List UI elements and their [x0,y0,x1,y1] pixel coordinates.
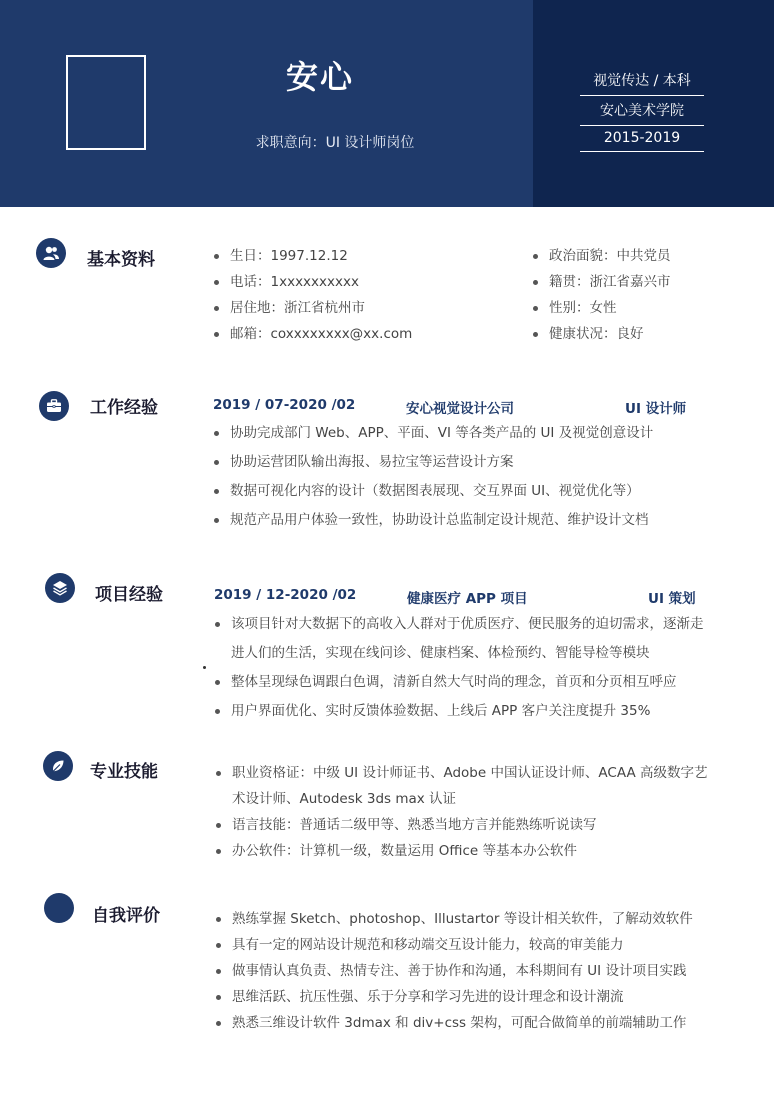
work-period: 2019 / 07-2020 /02 [213,397,356,413]
list-item: 办公软件：计算机一级，数量运用 Office 等基本办公软件 [214,838,714,864]
project-role: UI 策划 [648,591,696,607]
layers-icon [45,573,75,603]
list-item: 数据可视化内容的设计（数据图表展现、交互界面 UI、视觉优化等） [212,477,732,506]
stray-mark [203,666,206,669]
candidate-name: 安心 [285,58,354,96]
list-item: 具有一定的网站设计规范和移动端交互设计能力，较高的审美能力 [214,932,734,958]
project-period: 2019 / 12-2020 /02 [214,587,357,603]
list-item: 健康状况：良好 [531,321,751,347]
list-item: 用户界面优化、实时反馈体验数据、上线后 APP 客户关注度提升 35% [213,697,713,726]
list-item: 邮箱：coxxxxxxxx@xx.com [212,321,512,347]
job-intent: 求职意向：UI 设计师岗位 [255,135,415,151]
section-title-self: 自我评价 [92,906,160,926]
basic-info-right [531,243,751,347]
education-school: 安心美术学院 [580,100,704,126]
project-details [213,610,713,726]
list-item: 熟练掌握 Sketch、photoshop、Illustartor 等设计相关软件，了解动效软件 [214,906,734,932]
education-years: 2015-2019 [580,130,704,152]
list-item: 职业资格证：中级 UI 设计师证书、Adobe 中国认证设计师、ACAA 高级数字艺术设计师、Autodesk 3ds max 认证 [214,760,714,812]
list-item: 该项目针对大数据下的高收入人群对于优质医疗、便民服务的迫切需求，逐渐走进人们的生活，实现在线问诊、健康档案、体检预约、智能导检等模块 [213,610,713,668]
work-role: UI 设计师 [625,401,687,417]
list-item: 思维活跃、抗压性强、乐于分享和学习先进的设计理念和设计潮流 [214,984,734,1010]
list-item: 籍贯：浙江省嘉兴市 [531,269,751,295]
education-major: 视觉传达 / 本科 [580,70,704,96]
section-title-work: 工作经验 [90,398,158,418]
work-duties [212,419,732,535]
section-title-skills: 专业技能 [90,762,158,782]
list-item: 整体呈现绿色调跟白色调，清新自然大气时尚的理念，首页和分页相互呼应 [213,668,713,697]
list-item: 电话：1xxxxxxxxxx [212,269,512,295]
list-item: 协助运营团队输出海报、易拉宝等运营设计方案 [212,448,732,477]
project-name: 健康医疗 APP 项目 [407,591,528,607]
list-item: 语言技能：普通话二级甲等、熟悉当地方言并能熟练听说读写 [214,812,714,838]
list-item: 熟悉三维设计软件 3dmax 和 div+css 架构，可配合做简单的前端辅助工作 [214,1010,734,1036]
list-item: 做事情认真负责、热情专注、善于协作和沟通，本科期间有 UI 设计项目实践 [214,958,734,984]
self-evaluation-icon [44,893,74,923]
section-title-basic: 基本资料 [87,250,155,270]
list-item: 政治面貌：中共党员 [531,243,751,269]
skills-list [214,760,714,864]
work-company: 安心视觉设计公司 [406,401,514,417]
briefcase-icon [39,391,69,421]
list-item: 生日：1997.12.12 [212,243,512,269]
photo-placeholder [66,55,146,150]
leaf-icon [43,751,73,781]
self-evaluation-list [214,906,734,1036]
user-group-icon [36,238,66,268]
section-title-project: 项目经验 [95,585,163,605]
basic-info-left [212,243,512,347]
list-item: 规范产品用户体验一致性，协助设计总监制定设计规范、维护设计文档 [212,506,732,535]
list-item: 协助完成部门 Web、APP、平面、VI 等各类产品的 UI 及视觉创意设计 [212,419,732,448]
list-item: 居住地：浙江省杭州市 [212,295,512,321]
list-item: 性别：女性 [531,295,751,321]
